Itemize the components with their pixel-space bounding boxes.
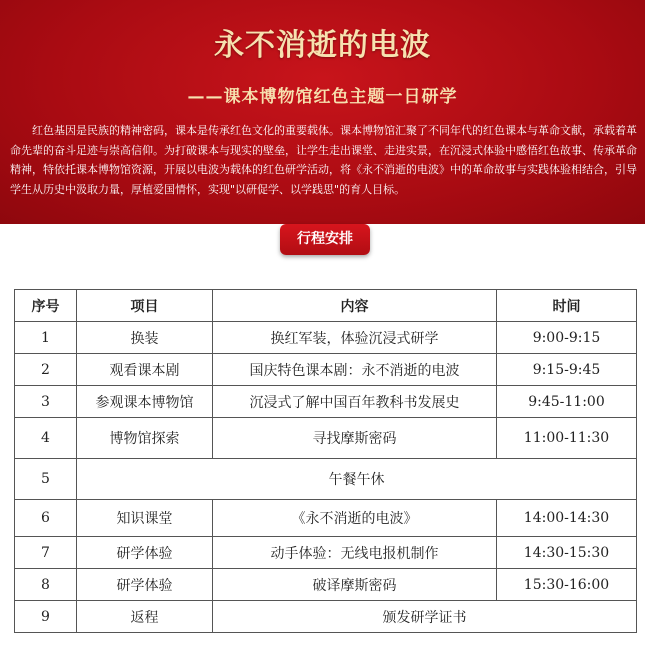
row-content-merged: 颁发研学证书 xyxy=(213,601,637,633)
row-item: 换装 xyxy=(77,322,213,354)
row-content: 国庆特色课本剧：永不消逝的电波 xyxy=(213,354,497,386)
schedule-table xyxy=(14,289,637,633)
row-content: 动手体验：无线电报机制作 xyxy=(213,537,497,569)
row-item: 返程 xyxy=(77,601,213,633)
row-no: 6 xyxy=(15,500,77,537)
header-time: 时间 xyxy=(497,290,637,322)
table-row xyxy=(15,459,637,500)
row-time: 9:45-11:00 xyxy=(497,386,637,418)
table-header-row xyxy=(15,290,637,322)
page-edge xyxy=(645,0,649,654)
table-row xyxy=(15,418,637,459)
row-time: 9:00-9:15 xyxy=(497,322,637,354)
row-content: 《永不消逝的电波》 xyxy=(213,500,497,537)
row-time: 11:00-11:30 xyxy=(497,418,637,459)
row-merged-lunch: 午餐午休 xyxy=(77,459,637,500)
header-no: 序号 xyxy=(15,290,77,322)
row-no: 7 xyxy=(15,537,77,569)
row-no: 1 xyxy=(15,322,77,354)
row-item: 观看课本剧 xyxy=(77,354,213,386)
page-subtitle: ——课本博物馆红色主题一日研学 xyxy=(187,87,458,107)
header-item: 项目 xyxy=(77,290,213,322)
table-row xyxy=(15,500,637,537)
row-time: 15:30-16:00 xyxy=(497,569,637,601)
page-title: 永不消逝的电波 xyxy=(214,28,431,63)
row-content: 寻找摩斯密码 xyxy=(213,418,497,459)
row-item: 参观课本博物馆 xyxy=(77,386,213,418)
table-row xyxy=(15,354,637,386)
row-content: 换红军装，体验沉浸式研学 xyxy=(213,322,497,354)
table-row xyxy=(15,601,637,633)
row-no: 2 xyxy=(15,354,77,386)
table-row xyxy=(15,386,637,418)
row-item: 博物馆探索 xyxy=(77,418,213,459)
table-row xyxy=(15,537,637,569)
header-banner xyxy=(0,0,646,224)
row-no: 9 xyxy=(15,601,77,633)
row-time: 9:15-9:45 xyxy=(497,354,637,386)
header-content: 内容 xyxy=(213,290,497,322)
row-no: 3 xyxy=(15,386,77,418)
schedule-section-tab: 行程安排 xyxy=(280,224,370,255)
intro-paragraph: 红色基因是民族的精神密码，课本是传承红色文化的重要载体。课本博物馆汇聚了不同年代的红色课本与革命文献，承载着革命先辈的奋斗足迹与崇高信仰。为打破课本与现实的壁垒，让学生走出课堂、走进实景，在沉浸式体验中感悟红色故事、传承革命精神，特依托课本博物馆资源，开展以电波为载体的红色研学活动，将《永不消逝的电波》中的革命故事与实践体验相结合，引导学生从历史中汲取力量，厚植爱国情怀，实现"以研促学、以学践思"的育人目标。 xyxy=(10,124,637,196)
row-no: 4 xyxy=(15,418,77,459)
row-content: 破译摩斯密码 xyxy=(213,569,497,601)
row-no: 8 xyxy=(15,569,77,601)
table-row xyxy=(15,322,637,354)
row-content: 沉浸式了解中国百年教科书发展史 xyxy=(213,386,497,418)
row-item: 研学体验 xyxy=(77,569,213,601)
row-item: 知识课堂 xyxy=(77,500,213,537)
row-time: 14:30-15:30 xyxy=(497,537,637,569)
row-no: 5 xyxy=(15,459,77,500)
row-time: 14:00-14:30 xyxy=(497,500,637,537)
row-item: 研学体验 xyxy=(77,537,213,569)
section-tab-area xyxy=(0,224,646,286)
table-row xyxy=(15,569,637,601)
